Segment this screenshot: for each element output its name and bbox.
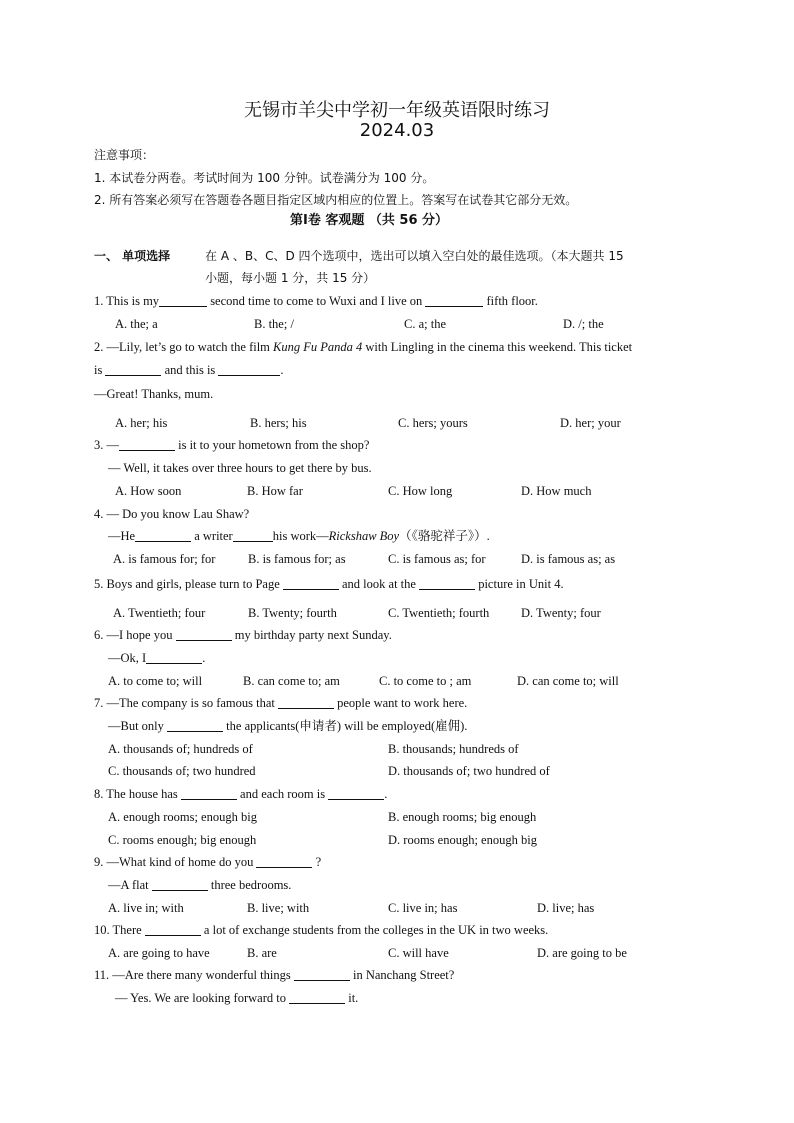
question-3: 3. — is it to your hometown from the shop? [94, 438, 370, 452]
answer-blank [419, 577, 475, 590]
q4-option-a: A. is famous for; for [113, 552, 216, 566]
answer-blank [119, 438, 175, 451]
question-9-reply: —A flat three bedrooms. [108, 878, 292, 892]
q7-option-a: A. thousands of; hundreds of [108, 742, 253, 756]
answer-blank [135, 529, 191, 542]
notes-heading: 注意事项： [94, 148, 155, 162]
q9-option-b: B. live; with [247, 901, 310, 915]
question-11-reply: — Yes. We are looking forward to it. [115, 991, 359, 1005]
answer-blank [294, 968, 350, 981]
question-1: 1. This is my second time to come to Wuxi and I live on fifth floor. [94, 294, 538, 308]
question-10: 10. There a lot of exchange students from the colleges in the UK in two weeks. [94, 923, 549, 937]
answer-blank [289, 991, 345, 1004]
q8-option-a: A. enough rooms; enough big [108, 810, 257, 824]
answer-blank [218, 363, 280, 376]
q7-option-b: B. thousands; hundreds of [388, 742, 519, 756]
question-6-reply: —Ok, I . [108, 651, 206, 665]
question-2-line-2: is and this is . [94, 363, 284, 377]
q10-option-b: B. are [247, 946, 277, 960]
part1-heading: 第Ⅰ卷 客观题 （共 56 分） [290, 213, 449, 228]
question-4: 4. — Do you know Lau Shaw? [94, 507, 250, 521]
q8-option-d: D. rooms enough; enough big [388, 833, 537, 847]
q2-option-a: A. her; his [115, 416, 168, 430]
q2-option-d: D. her; your [560, 416, 621, 430]
q9-option-d: D. live; has [537, 901, 595, 915]
answer-blank [278, 696, 334, 709]
q8-option-b: B. enough rooms; big enough [388, 810, 537, 824]
answer-blank [167, 719, 223, 732]
question-8: 8. The house has and each room is . [94, 787, 388, 801]
q9-option-c: C. live in; has [388, 901, 458, 915]
question-2-reply: —Great! Thanks, mum. [94, 387, 214, 401]
notes-item-1: 1. 本试卷分两卷。考试时间为 100 分钟。试卷满分为 100 分。 [94, 171, 435, 185]
q4-option-b: B. is famous for; as [248, 552, 346, 566]
q4-option-d: D. is famous as; as [521, 552, 616, 566]
q5-option-b: B. Twenty; fourth [248, 606, 337, 620]
answer-blank [425, 294, 483, 307]
q9-option-a: A. live in; with [108, 901, 184, 915]
answer-blank [159, 294, 207, 307]
question-2: 2. —Lily, let’s go to watch the film Kung Fu Panda 4 with Lingling in the cinema this weekend. This ticket [94, 340, 633, 354]
q1-option-b: B. the; / [254, 317, 294, 331]
q3-option-b: B. How far [247, 484, 303, 498]
section1-label: 一、 单项选择 [94, 249, 171, 263]
exam-date: 2024.03 [359, 120, 435, 141]
q4-option-c: C. is famous as; for [388, 552, 486, 566]
answer-blank [328, 787, 384, 800]
q2-option-b: B. hers; his [250, 416, 307, 430]
section1-instruction-2: 小题，每小题 1 分，共 15 分） [205, 271, 376, 285]
q7-option-c: C. thousands of; two hundred [108, 764, 256, 778]
q10-option-d: D. are going to be [537, 946, 627, 960]
answer-blank [283, 577, 339, 590]
answer-blank [233, 529, 273, 542]
question-7: 7. —The company is so famous that people want to work here. [94, 696, 468, 710]
answer-blank [145, 923, 201, 936]
answer-blank [146, 651, 202, 664]
q6-option-b: B. can come to; am [243, 674, 340, 688]
answer-blank [176, 628, 232, 641]
q3-option-a: A. How soon [115, 484, 182, 498]
q6-option-d: D. can come to; will [517, 674, 619, 688]
question-4-reply: —He a writer his work—Rickshaw Boy（《骆驼祥子》）. [108, 529, 490, 543]
q10-option-a: A. are going to have [108, 946, 210, 960]
answer-blank [105, 363, 161, 376]
answer-blank [152, 878, 208, 891]
q3-option-c: C. How long [388, 484, 453, 498]
q5-option-d: D. Twenty; four [521, 606, 601, 620]
q3-option-d: D. How much [521, 484, 592, 498]
question-9: 9. —What kind of home do you ? [94, 855, 322, 869]
answer-blank [256, 855, 312, 868]
q6-option-c: C. to come to ; am [379, 674, 472, 688]
q6-option-a: A. to come to; will [108, 674, 203, 688]
exam-title: 无锡市羊尖中学初一年级英语限时练习 [244, 100, 550, 121]
q1-option-d: D. /; the [563, 317, 604, 331]
question-5: 5. Boys and girls, please turn to Page and look at the picture in Unit 4. [94, 577, 564, 591]
answer-blank [181, 787, 237, 800]
q7-option-d: D. thousands of; two hundred of [388, 764, 550, 778]
q1-option-a: A. the; a [115, 317, 158, 331]
question-11: 11. —Are there many wonderful things in Nanchang Street? [94, 968, 455, 982]
q10-option-c: C. will have [388, 946, 449, 960]
q8-option-c: C. rooms enough; big enough [108, 833, 257, 847]
q2-option-c: C. hers; yours [398, 416, 468, 430]
notes-item-2: 2. 所有答案必须写在答题卷各题目指定区域内相应的位置上。答案写在试卷其它部分无效。 [94, 193, 578, 207]
q1-option-c: C. a; the [404, 317, 447, 331]
q5-option-c: C. Twentieth; fourth [388, 606, 490, 620]
question-3-reply: — Well, it takes over three hours to get there by bus. [108, 461, 372, 475]
section1-instruction-1: 在 A 、B、C、D 四个选项中，选出可以填入空白处的最佳选项。（本大题共 15 [205, 249, 624, 263]
q5-option-a: A. Twentieth; four [113, 606, 206, 620]
question-6: 6. —I hope you my birthday party next Sunday. [94, 628, 392, 642]
question-7-reply: —But only the applicants(申请者) will be employed(雇佣). [108, 719, 468, 733]
